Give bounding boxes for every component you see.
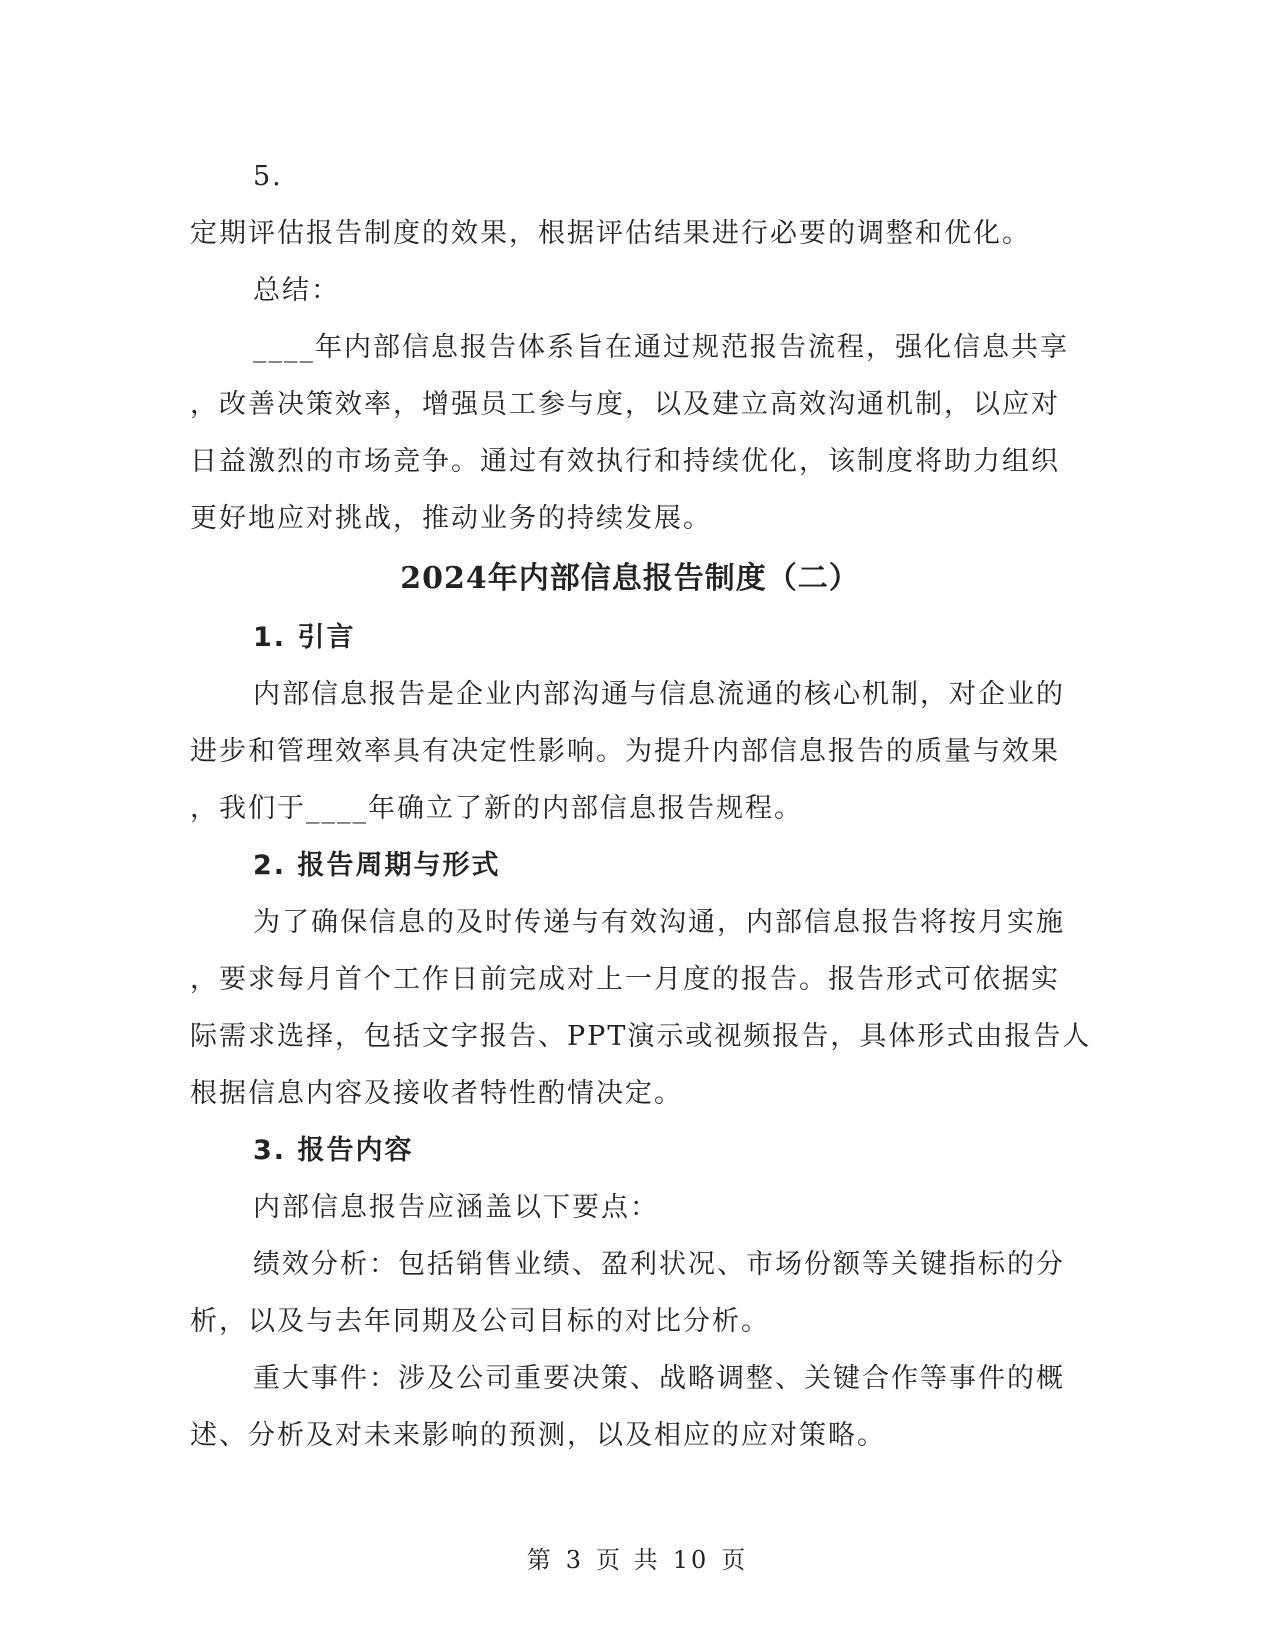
paragraph-line: 际需求选择，包括文字报告、PPT演示或视频报告，具体形式由报告人 [190, 1021, 1092, 1052]
summary-line: 日益激烈的市场竞争。通过有效执行和持续优化，该制度将助力组织 [190, 446, 1060, 477]
summary-label: 总结： [253, 275, 340, 306]
section-title: 2024年内部信息报告制度（二） [400, 561, 860, 596]
footer-mid: 页 共 [596, 1546, 661, 1574]
heading-report-cycle: 2. 报告周期与形式 [253, 850, 501, 881]
heading-report-content: 3. 报告内容 [253, 1135, 414, 1166]
paragraph-line: 为了确保信息的及时传递与有效沟通，内部信息报告将按月实施 [253, 907, 1065, 938]
footer-suffix: 页 [721, 1546, 749, 1574]
list-item-number: 5. [253, 161, 283, 192]
footer-page-current: 3 [565, 1546, 585, 1574]
page-footer [0, 1540, 1275, 1575]
paragraph-line: 重大事件：涉及公司重要决策、战略调整、关键合作等事件的概 [253, 1363, 1065, 1394]
page-content [190, 148, 1090, 1464]
paragraph-line: 析，以及与去年同期及公司目标的对比分析。 [190, 1306, 770, 1337]
paragraph-line: 根据信息内容及接收者特性酌情决定。 [190, 1078, 683, 1109]
summary-line: 更好地应对挑战，推动业务的持续发展。 [190, 503, 712, 534]
paragraph-line: 述、分析及对未来影响的预测，以及相应的应对策略。 [190, 1420, 886, 1451]
heading-introduction: 1. 引言 [253, 622, 356, 653]
paragraph-line: 进步和管理效率具有决定性影响。为提升内部信息报告的质量与效果 [190, 736, 1060, 767]
paragraph-line: 内部信息报告应涵盖以下要点： [253, 1192, 659, 1223]
paragraph-line: ，我们于____年确立了新的内部信息报告规程。 [190, 793, 803, 824]
summary-line: ，改善决策效率，增强员工参与度，以及建立高效沟通机制，以应对 [190, 389, 1060, 420]
list-item-text: 定期评估报告制度的效果，根据评估结果进行必要的调整和优化。 [190, 218, 1031, 249]
summary-line: ____年内部信息报告体系旨在通过规范报告流程，强化信息共享 [253, 332, 1069, 363]
footer-prefix: 第 [526, 1546, 554, 1574]
paragraph-line: 绩效分析：包括销售业绩、盈利状况、市场份额等关键指标的分 [253, 1249, 1065, 1280]
paragraph-line: ，要求每月首个工作日前完成对上一月度的报告。报告形式可依据实 [190, 964, 1060, 995]
paragraph-line: 内部信息报告是企业内部沟通与信息流通的核心机制，对企业的 [253, 679, 1065, 710]
footer-page-total: 10 [672, 1546, 710, 1574]
